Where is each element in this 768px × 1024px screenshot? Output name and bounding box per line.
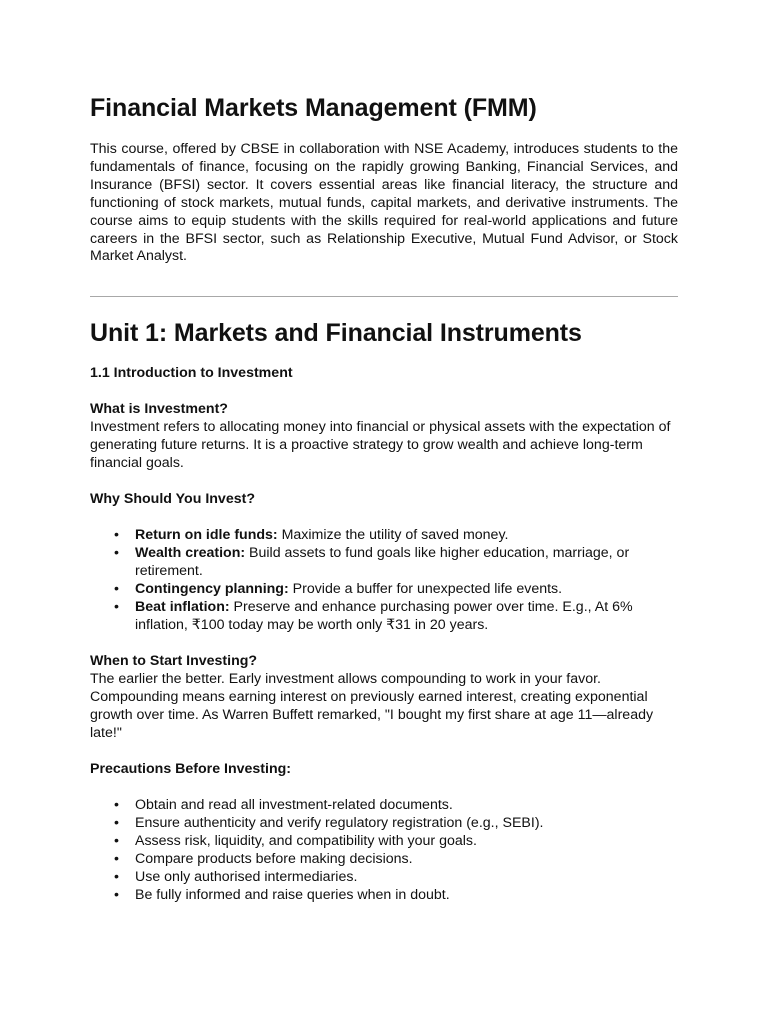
precautions-list (90, 796, 678, 904)
why-invest-heading: Why Should You Invest? (90, 491, 255, 508)
what-is-heading: What is Investment? (90, 401, 228, 418)
bullet-icon: • (114, 887, 119, 904)
bullet-icon: • (114, 869, 119, 886)
bullet-icon: • (114, 599, 119, 616)
item-term: Wealth creation: (135, 545, 246, 562)
section-heading: 1.1 Introduction to Investment (90, 365, 293, 382)
list-item (90, 598, 678, 634)
item-text: Provide a buffer for unexpected life events. (288, 581, 563, 598)
bullet-icon: • (114, 545, 119, 562)
item-text: Maximize the utility of saved money. (277, 527, 509, 544)
list-item (90, 850, 678, 868)
list-item (90, 796, 678, 814)
list-item (90, 814, 678, 832)
why-invest-list (90, 526, 678, 634)
unit-title: Unit 1: Markets and Financial Instruments (90, 319, 582, 348)
bullet-icon: • (114, 797, 119, 814)
list-item (90, 544, 678, 580)
bullet-icon: • (114, 851, 119, 868)
item-text: Assess risk, liquidity, and compatibility with your goals. (135, 833, 477, 850)
bullet-icon: • (114, 527, 119, 544)
list-item (90, 580, 678, 598)
section-divider (90, 296, 678, 297)
precautions-heading: Precautions Before Investing: (90, 761, 292, 778)
bullet-icon: • (114, 833, 119, 850)
item-term: Beat inflation: (135, 599, 230, 616)
item-text: Obtain and read all investment-related documents. (135, 797, 453, 814)
item-text: Use only authorised intermediaries. (135, 869, 358, 886)
list-item (90, 886, 678, 904)
item-text: Build assets to fund goals like higher education, marriage, or retirement. (135, 545, 630, 580)
item-text: Ensure authenticity and verify regulatory registration (e.g., SEBI). (135, 815, 544, 832)
list-item (90, 868, 678, 886)
item-text: Be fully informed and raise queries when in doubt. (135, 887, 450, 904)
item-term: Return on idle funds: (135, 527, 278, 544)
intro-paragraph: This course, offered by CBSE in collaboration with NSE Academy, introduces students to the fundamentals of finance, focusing on the rapidly growing Banking, Financial Services, and Insurance (BFSI) sector. It covers essential areas like financial literacy, the structure and functioning of stock markets, mutual funds, capital markets, and derivative instruments. The course aims to equip students with the skills required for real-world applications and future careers in the BFSI sector, such as Relationship Executive, Mutual Fund Advisor, or Stock Market Analyst. (90, 141, 678, 265)
bullet-icon: • (114, 815, 119, 832)
item-text: Compare products before making decisions. (135, 851, 413, 868)
list-item (90, 526, 678, 544)
item-text: Preserve and enhance purchasing power over time. E.g., At 6% inflation, ₹100 today may be worth only ₹31 in 20 years. (135, 599, 633, 634)
document-page (90, 92, 678, 904)
when-start-heading: When to Start Investing? (90, 653, 258, 670)
list-item (90, 832, 678, 850)
item-term: Contingency planning: (135, 581, 289, 598)
bullet-icon: • (114, 581, 119, 598)
what-is-text: Investment refers to allocating money into financial or physical assets with the expectation of generating future returns. It is a proactive strategy to grow wealth and achieve long-term financial goals. (90, 419, 671, 472)
when-start-text: The earlier the better. Early investment allows compounding to work in your favor. Compounding means earning interest on previously earned interest, creating exponential growth over time. As Warren Buffett remarked, "I bought my first share at age 11—already late!" (90, 671, 654, 742)
document-title: Financial Markets Management (FMM) (90, 94, 537, 122)
